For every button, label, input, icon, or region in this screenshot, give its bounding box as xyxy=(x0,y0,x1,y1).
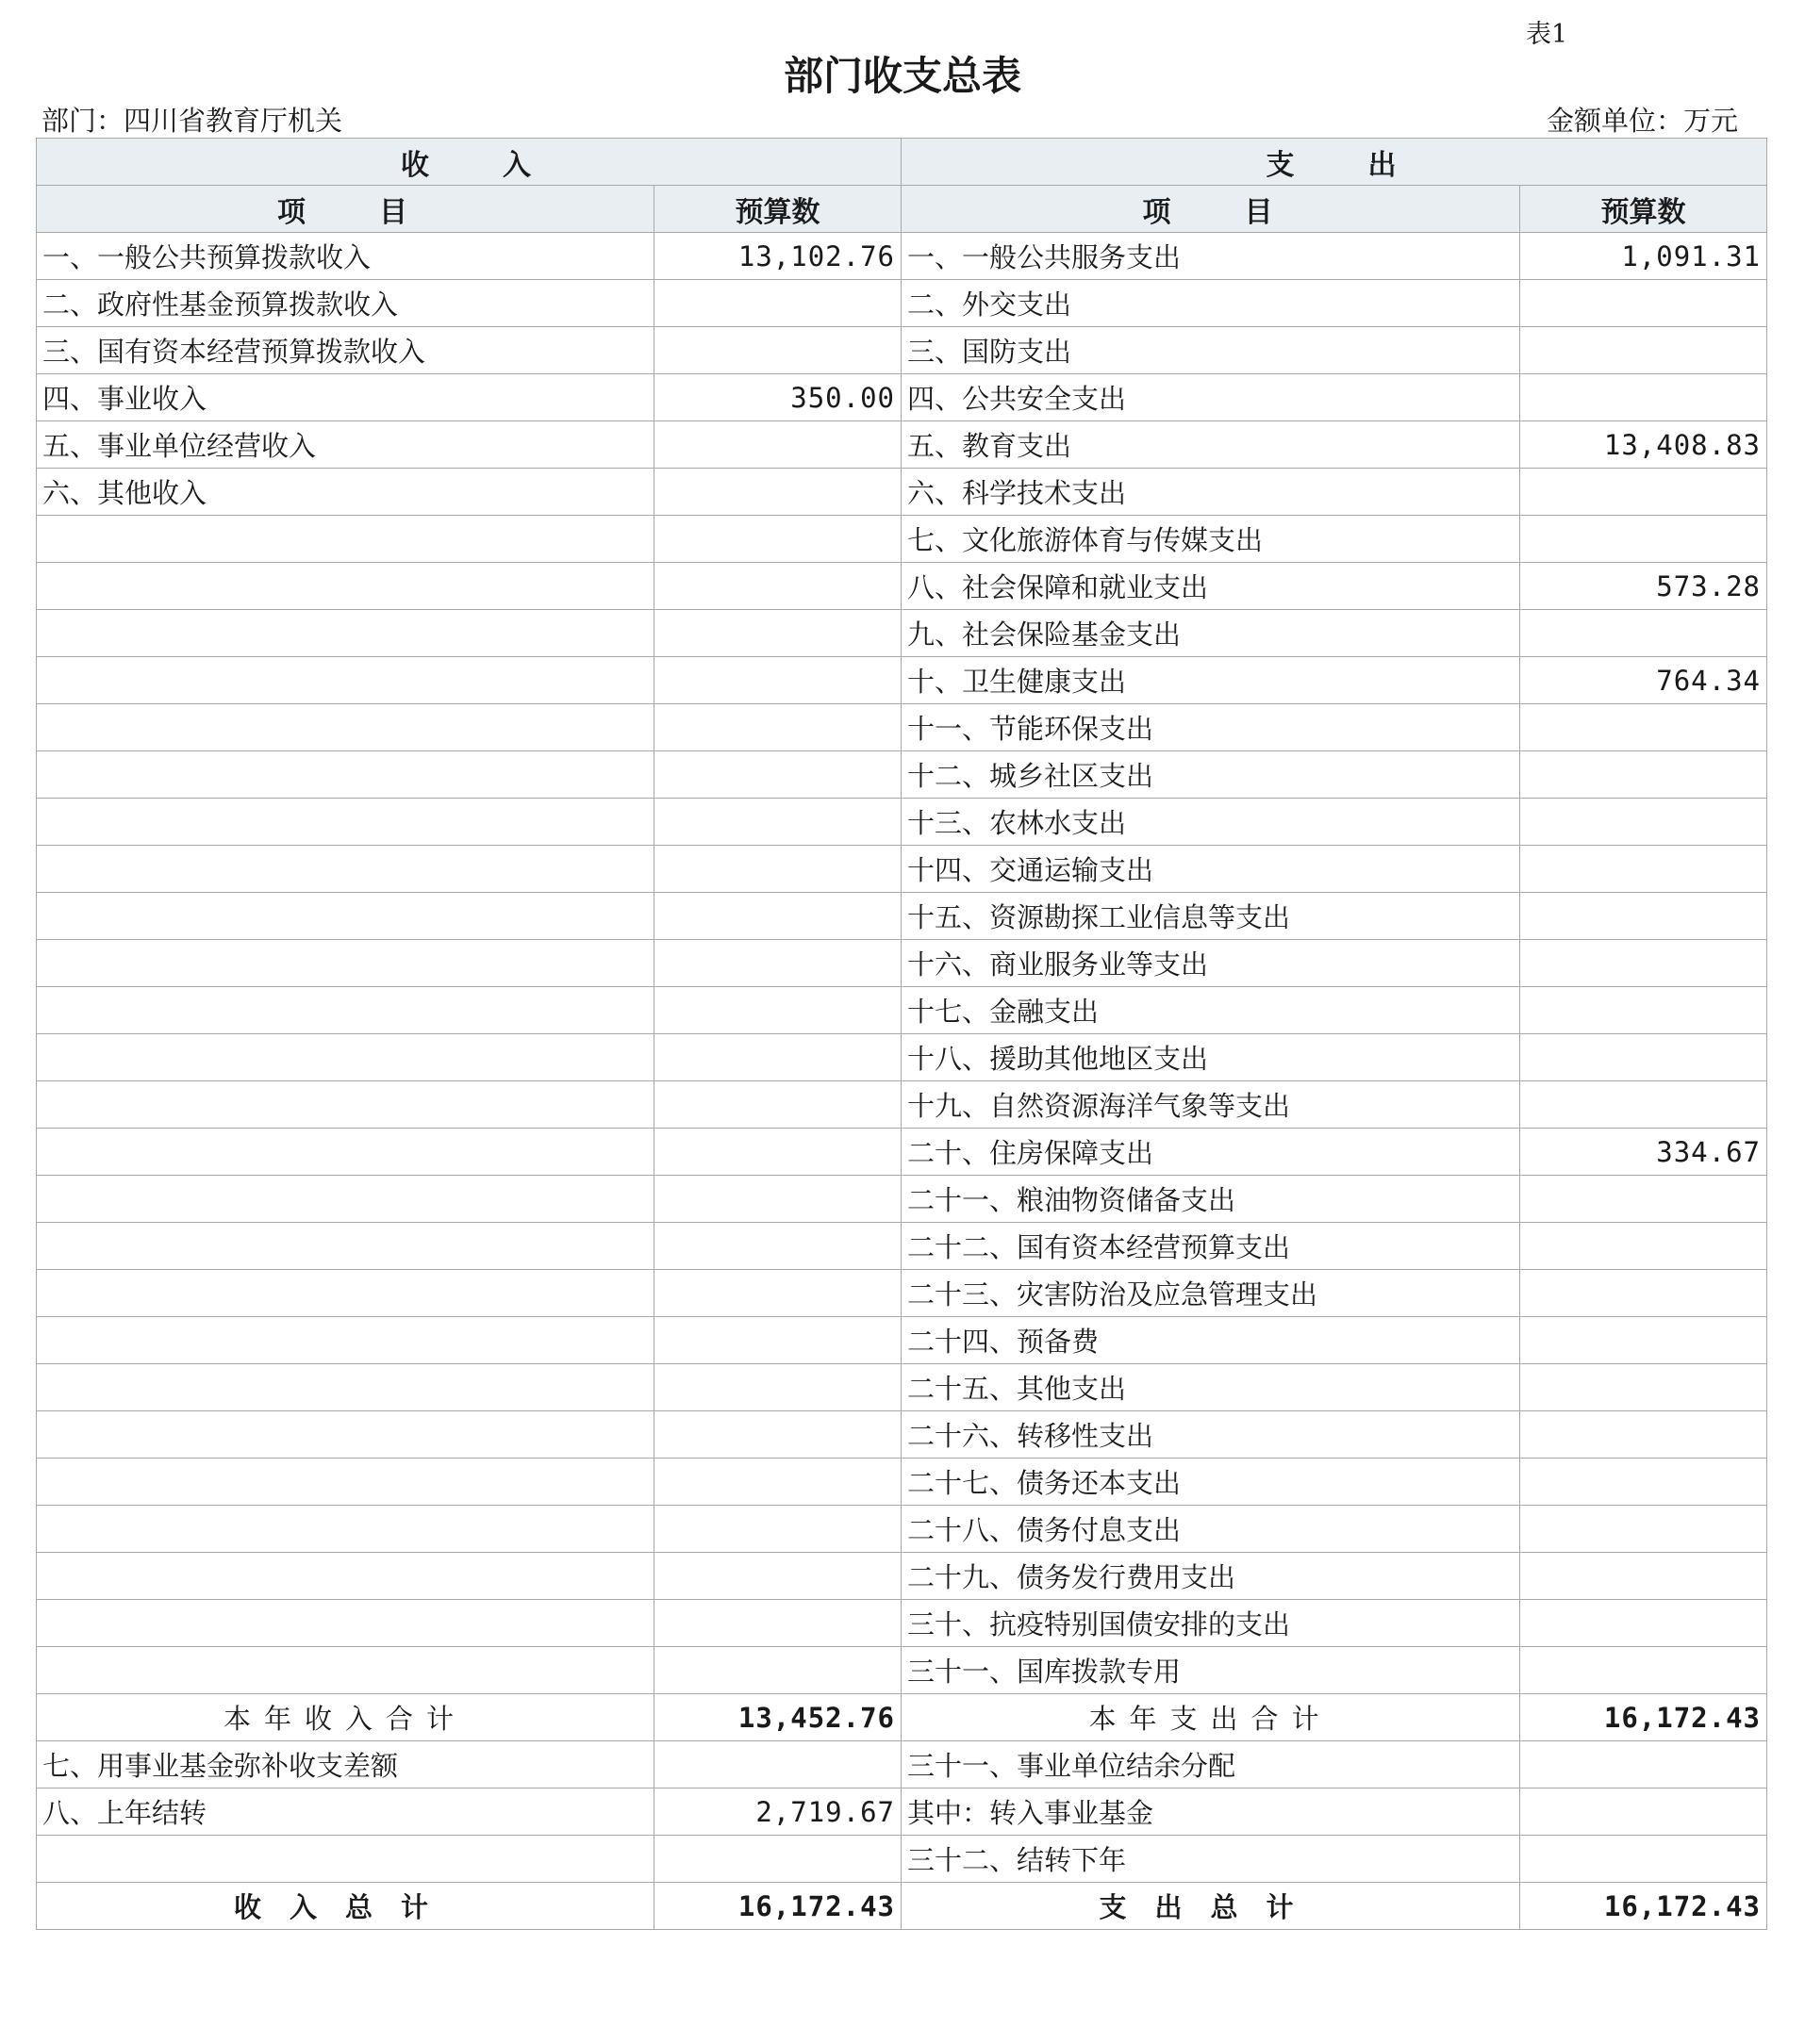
income-item-cell xyxy=(37,1459,654,1506)
income-item-cell xyxy=(37,846,654,893)
year-expense-total-label: 本年支出合计 xyxy=(902,1694,1520,1741)
income-budget-cell xyxy=(654,1223,902,1270)
expense-budget-cell xyxy=(1520,799,1767,846)
income-budget-cell xyxy=(654,704,902,751)
expense-budget-cell xyxy=(1520,1176,1767,1223)
income-budget-cell xyxy=(654,1129,902,1176)
expense-item-cell: 十八、援助其他地区支出 xyxy=(902,1034,1520,1081)
income-budget-cell xyxy=(654,893,902,940)
expense-budget-cell xyxy=(1520,1553,1767,1600)
expense-budget-cell xyxy=(1520,469,1767,516)
expense-item-cell: 三十一、事业单位结余分配 xyxy=(902,1741,1520,1788)
income-budget-cell xyxy=(654,1034,902,1081)
expense-item-cell: 二十八、债务付息支出 xyxy=(902,1506,1520,1553)
expense-budget-cell: 13,408.83 xyxy=(1520,421,1767,469)
income-item-cell: 三、国有资本经营预算拨款收入 xyxy=(37,327,654,374)
expense-item-cell: 十五、资源勘探工业信息等支出 xyxy=(902,893,1520,940)
income-budget-cell: 2,719.67 xyxy=(654,1788,902,1836)
income-budget-cell xyxy=(654,799,902,846)
table-row xyxy=(37,1270,1767,1317)
expense-budget-cell: 1,091.31 xyxy=(1520,233,1767,280)
table-row xyxy=(37,1411,1767,1459)
income-item-cell xyxy=(37,1411,654,1459)
expense-budget-cell xyxy=(1520,374,1767,421)
table-row xyxy=(37,893,1767,940)
income-budget-cell xyxy=(654,1600,902,1647)
table-row xyxy=(37,657,1767,704)
year-total-row xyxy=(37,1694,1767,1741)
expense-budget-cell xyxy=(1520,1223,1767,1270)
income-item-cell xyxy=(37,1553,654,1600)
income-budget-cell xyxy=(654,1741,902,1788)
income-budget-cell xyxy=(654,280,902,327)
income-budget-cell xyxy=(654,469,902,516)
income-item-cell xyxy=(37,940,654,987)
expense-budget-cell xyxy=(1520,893,1767,940)
income-item-cell: 六、其他收入 xyxy=(37,469,654,516)
table-row xyxy=(37,1081,1767,1129)
income-item-cell xyxy=(37,610,654,657)
budget-summary-table xyxy=(36,138,1767,1930)
income-item-cell xyxy=(37,987,654,1034)
table-row xyxy=(37,516,1767,563)
table-row xyxy=(37,1836,1767,1883)
expense-budget-cell xyxy=(1520,1741,1767,1788)
expense-budget-cell xyxy=(1520,1788,1767,1836)
table-row xyxy=(37,799,1767,846)
year-expense-total-value: 16,172.43 xyxy=(1520,1694,1767,1741)
income-item-cell: 五、事业单位经营收入 xyxy=(37,421,654,469)
expense-item-cell: 其中：转入事业基金 xyxy=(902,1788,1520,1836)
expense-budget-cell xyxy=(1520,1647,1767,1694)
expense-item-cell: 二十三、灾害防治及应急管理支出 xyxy=(902,1270,1520,1317)
expense-item-cell: 二十二、国有资本经营预算支出 xyxy=(902,1223,1520,1270)
expense-item-cell: 十四、交通运输支出 xyxy=(902,846,1520,893)
table-row xyxy=(37,469,1767,516)
expense-item-cell: 二、外交支出 xyxy=(902,280,1520,327)
income-budget-cell xyxy=(654,1506,902,1553)
income-item-cell xyxy=(37,1129,654,1176)
grand-total-row xyxy=(37,1883,1767,1930)
income-budget-cell xyxy=(654,1317,902,1364)
expense-budget-cell xyxy=(1520,1364,1767,1411)
expense-item-cell: 三十、抗疫特别国债安排的支出 xyxy=(902,1600,1520,1647)
income-budget-cell xyxy=(654,751,902,799)
income-item-cell xyxy=(37,1034,654,1081)
expense-item-cell: 八、社会保障和就业支出 xyxy=(902,563,1520,610)
expense-item-cell: 二十七、债务还本支出 xyxy=(902,1459,1520,1506)
expense-item-cell: 十三、农林水支出 xyxy=(902,799,1520,846)
table-row xyxy=(37,1600,1767,1647)
table-row xyxy=(37,610,1767,657)
table-row xyxy=(37,1647,1767,1694)
table-row xyxy=(37,327,1767,374)
income-item-cell xyxy=(37,1223,654,1270)
expense-budget-cell xyxy=(1520,1034,1767,1081)
expense-section-header: 支 出 xyxy=(902,139,1767,186)
table-row xyxy=(37,1553,1767,1600)
amount-unit-label: 金额单位：万元 xyxy=(1547,105,1739,137)
income-item-cell xyxy=(37,563,654,610)
expense-item-cell: 二十六、转移性支出 xyxy=(902,1411,1520,1459)
income-budget-cell xyxy=(654,1081,902,1129)
expense-budget-cell xyxy=(1520,327,1767,374)
income-item-cell: 七、用事业基金弥补收支差额 xyxy=(37,1741,654,1788)
income-item-cell xyxy=(37,1600,654,1647)
expense-grand-total-label: 支出总计 xyxy=(902,1883,1520,1930)
income-item-cell xyxy=(37,657,654,704)
expense-budget-cell xyxy=(1520,1317,1767,1364)
table-row xyxy=(37,1176,1767,1223)
income-item-header: 项 目 xyxy=(37,186,654,233)
income-budget-cell xyxy=(654,1411,902,1459)
expense-item-header: 项 目 xyxy=(902,186,1520,233)
table-row xyxy=(37,374,1767,421)
expense-item-cell: 十二、城乡社区支出 xyxy=(902,751,1520,799)
expense-budget-cell xyxy=(1520,751,1767,799)
income-item-cell xyxy=(37,1506,654,1553)
income-item-cell xyxy=(37,516,654,563)
income-item-cell xyxy=(37,1270,654,1317)
table-row xyxy=(37,1788,1767,1836)
table-row xyxy=(37,1741,1767,1788)
expense-item-cell: 九、社会保险基金支出 xyxy=(902,610,1520,657)
expense-item-cell: 三十一、国库拨款专用 xyxy=(902,1647,1520,1694)
income-item-cell xyxy=(37,1836,654,1883)
income-budget-cell xyxy=(654,327,902,374)
income-item-cell xyxy=(37,1176,654,1223)
table-row xyxy=(37,563,1767,610)
table-row xyxy=(37,987,1767,1034)
income-item-cell: 八、上年结转 xyxy=(37,1788,654,1836)
table-row xyxy=(37,1034,1767,1081)
income-budget-cell xyxy=(654,1364,902,1411)
table-row xyxy=(37,940,1767,987)
income-item-cell xyxy=(37,1317,654,1364)
expense-item-cell: 一、一般公共服务支出 xyxy=(902,233,1520,280)
expense-budget-cell xyxy=(1520,1081,1767,1129)
table-row xyxy=(37,1364,1767,1411)
expense-budget-cell xyxy=(1520,1506,1767,1553)
income-budget-cell xyxy=(654,1553,902,1600)
income-item-cell: 一、一般公共预算拨款收入 xyxy=(37,233,654,280)
expense-budget-cell: 573.28 xyxy=(1520,563,1767,610)
income-budget-cell xyxy=(654,657,902,704)
expense-budget-cell xyxy=(1520,1459,1767,1506)
income-budget-cell xyxy=(654,610,902,657)
expense-budget-cell xyxy=(1520,610,1767,657)
expense-item-cell: 五、教育支出 xyxy=(902,421,1520,469)
expense-budget-cell: 764.34 xyxy=(1520,657,1767,704)
income-item-cell xyxy=(37,799,654,846)
year-income-total-value: 13,452.76 xyxy=(654,1694,902,1741)
table-row xyxy=(37,846,1767,893)
table-row xyxy=(37,1459,1767,1506)
expense-item-cell: 十一、节能环保支出 xyxy=(902,704,1520,751)
expense-item-cell: 十、卫生健康支出 xyxy=(902,657,1520,704)
income-budget-cell xyxy=(654,1270,902,1317)
income-item-cell: 二、政府性基金预算拨款收入 xyxy=(37,280,654,327)
income-item-cell xyxy=(37,1647,654,1694)
page-title: 部门收支总表 xyxy=(783,53,1021,99)
income-budget-cell xyxy=(654,1459,902,1506)
expense-budget-cell xyxy=(1520,516,1767,563)
income-item-cell xyxy=(37,1364,654,1411)
table-row xyxy=(37,1129,1767,1176)
expense-budget-cell xyxy=(1520,704,1767,751)
expense-budget-cell xyxy=(1520,846,1767,893)
expense-item-cell: 四、公共安全支出 xyxy=(902,374,1520,421)
expense-item-cell: 二十四、预备费 xyxy=(902,1317,1520,1364)
expense-item-cell: 七、文化旅游体育与传媒支出 xyxy=(902,516,1520,563)
expense-item-cell: 十九、自然资源海洋气象等支出 xyxy=(902,1081,1520,1129)
expense-item-cell: 二十九、债务发行费用支出 xyxy=(902,1553,1520,1600)
column-header-row xyxy=(37,186,1767,233)
income-item-cell xyxy=(37,751,654,799)
table-row xyxy=(37,751,1767,799)
income-budget-cell: 13,102.76 xyxy=(654,233,902,280)
income-budget-cell xyxy=(654,516,902,563)
expense-item-cell: 二十五、其他支出 xyxy=(902,1364,1520,1411)
expense-budget-cell: 334.67 xyxy=(1520,1129,1767,1176)
expense-item-cell: 十六、商业服务业等支出 xyxy=(902,940,1520,987)
income-budget-cell: 350.00 xyxy=(654,374,902,421)
table-row xyxy=(37,704,1767,751)
expense-budget-cell xyxy=(1520,987,1767,1034)
expense-item-cell: 六、科学技术支出 xyxy=(902,469,1520,516)
table-row xyxy=(37,1223,1767,1270)
expense-item-cell: 十七、金融支出 xyxy=(902,987,1520,1034)
table-row xyxy=(37,421,1767,469)
year-income-total-label: 本年收入合计 xyxy=(37,1694,654,1741)
expense-item-cell: 三十二、结转下年 xyxy=(902,1836,1520,1883)
table-row xyxy=(37,1317,1767,1364)
income-budget-cell xyxy=(654,846,902,893)
income-budget-cell xyxy=(654,563,902,610)
expense-budget-cell xyxy=(1520,1270,1767,1317)
income-grand-total-value: 16,172.43 xyxy=(654,1883,902,1930)
income-section-header: 收 入 xyxy=(37,139,902,186)
expense-budget-cell xyxy=(1520,1836,1767,1883)
table-number: 表1 xyxy=(1526,20,1568,49)
table-row xyxy=(37,233,1767,280)
income-budget-header: 预算数 xyxy=(654,186,902,233)
income-item-cell xyxy=(37,704,654,751)
expense-budget-cell xyxy=(1520,280,1767,327)
expense-item-cell: 三、国防支出 xyxy=(902,327,1520,374)
table-row xyxy=(37,1506,1767,1553)
income-budget-cell xyxy=(654,421,902,469)
expense-budget-cell xyxy=(1520,1411,1767,1459)
expense-item-cell: 二十、住房保障支出 xyxy=(902,1129,1520,1176)
income-grand-total-label: 收入总计 xyxy=(37,1883,654,1930)
expense-budget-header: 预算数 xyxy=(1520,186,1767,233)
income-budget-cell xyxy=(654,1836,902,1883)
income-budget-cell xyxy=(654,940,902,987)
income-item-cell xyxy=(37,893,654,940)
income-item-cell xyxy=(37,1081,654,1129)
section-header-row xyxy=(37,139,1767,186)
income-budget-cell xyxy=(654,1647,902,1694)
table-row xyxy=(37,280,1767,327)
income-budget-cell xyxy=(654,987,902,1034)
expense-item-cell: 二十一、粮油物资储备支出 xyxy=(902,1176,1520,1223)
expense-budget-cell xyxy=(1520,1600,1767,1647)
expense-grand-total-value: 16,172.43 xyxy=(1520,1883,1767,1930)
income-item-cell: 四、事业收入 xyxy=(37,374,654,421)
department-label: 部门：四川省教育厅机关 xyxy=(41,105,343,137)
income-budget-cell xyxy=(654,1176,902,1223)
expense-budget-cell xyxy=(1520,940,1767,987)
